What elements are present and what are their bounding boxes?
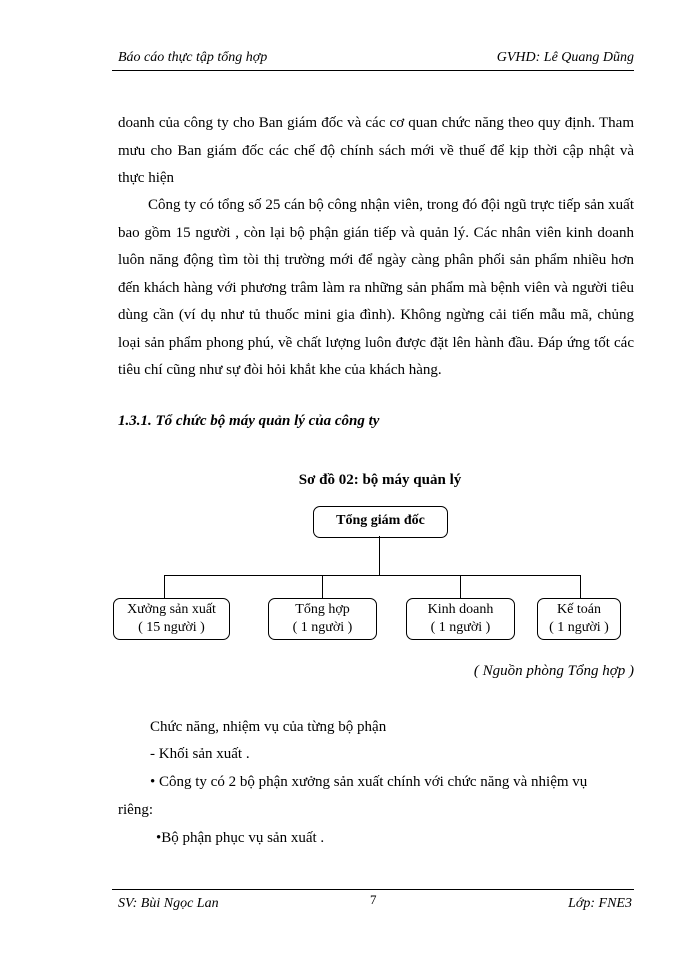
footer-student: SV: Bùi Ngọc Lan: [118, 896, 219, 911]
diagram-source: ( Nguồn phòng Tổng hợp ): [473, 663, 634, 679]
org-box-sales: [406, 598, 515, 640]
header-supervisor: GVHD: Lê Quang Dũng: [496, 50, 634, 65]
body-line-production-block: - Khối sản xuất .: [150, 746, 250, 762]
footer-class: Lớp: FNE3: [568, 896, 632, 911]
paragraph-1: doanh của công ty cho Ban giám đốc và các cơ quan chức năng theo quy định. Tham mưu cho Ban giám đốc các chế độ chính sách mới về thuế để kịp thời cập nhật và thực hiện: [118, 115, 634, 186]
section-heading: 1.3.1. Tổ chức bộ máy quản lý của công ty: [118, 413, 380, 429]
org-box-general: [268, 598, 377, 640]
diagram-title: Sơ đồ 02: bộ máy quản lý: [298, 472, 462, 488]
page-number: 7: [370, 892, 377, 907]
body-line-workshops: • Công ty có 2 bộ phận xưởng sản xuất chính với chức năng và nhiệm vụ: [150, 774, 588, 790]
page-header: [112, 46, 634, 71]
org-box-production: [113, 598, 230, 640]
page-footer: [112, 889, 634, 914]
org-box-accounting-count: ( 1 người ): [549, 620, 609, 635]
connector-child-4: [580, 575, 581, 598]
connector-child-3: [460, 575, 461, 598]
body-line-support-dept: •Bộ phận phục vụ sản xuất .: [156, 830, 325, 846]
connector-horizontal: [164, 575, 581, 576]
body-line-workshops-cont: riêng:: [118, 802, 153, 818]
body-line-functions: Chức năng, nhiệm vụ của từng bộ phận: [150, 719, 387, 735]
connector-ceo-down: [379, 536, 380, 575]
paragraph-2: Công ty có tổng số 25 cán bộ công nhận viên, trong đó đội ngũ trực tiếp sản xuất bao gồm 15 người , còn lại bộ phận gián tiếp và quản lý. Các nhân viên kinh doanh luôn năng động tìm tòi thị trường mới để ngày càng phân phối sản phẩm nhiều hơn đến khách hàng với phương trâm làm ra những sản phẩm mà bệnh viên và người tiêu dùng cần (ví dụ như tủ thuốc mini gia đình). Không ngừng cải tiến mẫu mã, chủng loại sản phẩm phong phú, về chất lượng luôn được đặt lên hành đầu. Đáp ứng tốt các tiêu chí cũng như sự đòi hỏi khắt khe của khách hàng.: [118, 197, 634, 378]
connector-child-1: [164, 575, 165, 598]
org-box-accounting: [537, 598, 621, 640]
header-report-title: Báo cáo thực tập tổng hợp: [118, 50, 268, 65]
connector-child-2: [322, 575, 323, 598]
org-box-production-name: Xưởng sản xuất: [127, 602, 216, 617]
org-box-general-count: ( 1 người ): [292, 620, 353, 635]
org-box-sales-name: Kinh doanh: [427, 602, 494, 617]
org-box-production-count: ( 15 người ): [138, 620, 205, 635]
org-box-ceo: Tổng giám đốc: [313, 506, 448, 538]
org-box-sales-count: ( 1 người ): [430, 620, 491, 635]
org-box-accounting-name: Kế toán: [557, 602, 601, 617]
org-box-general-name: Tổng hợp: [295, 602, 350, 617]
